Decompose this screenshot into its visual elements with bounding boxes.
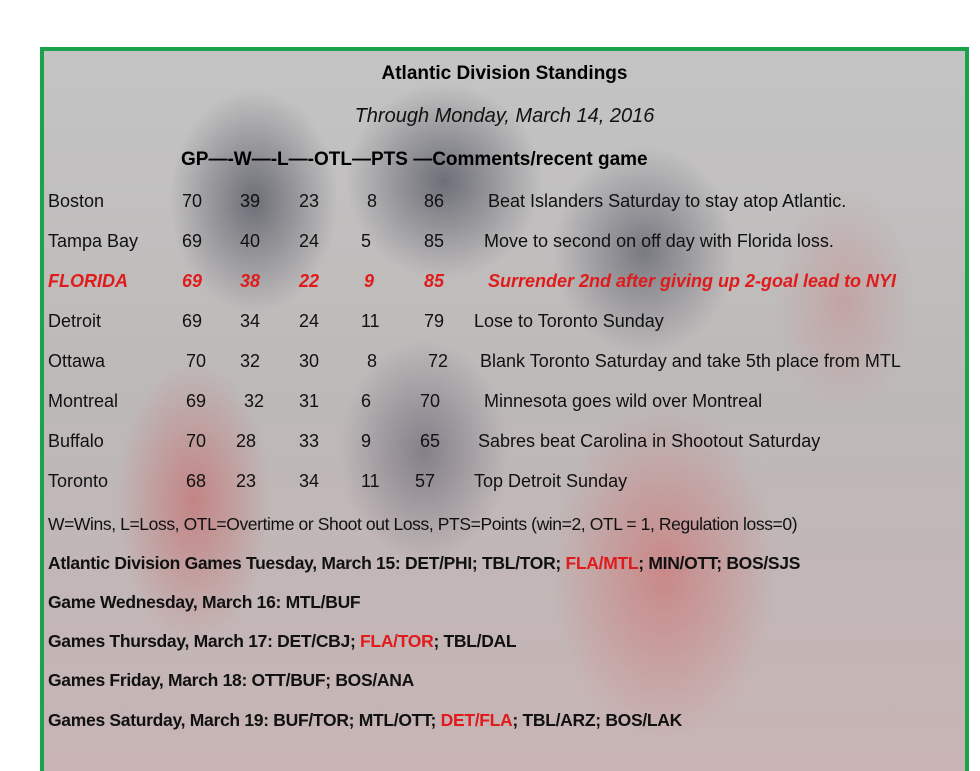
losses: 22 [299,271,320,291]
standings-row-detroit [44,311,965,341]
overtime-losses: 6 [361,391,372,411]
team-name: Toronto [48,471,109,491]
overtime-losses: 9 [364,271,375,291]
team-name: Tampa Bay [48,231,139,251]
team-name: Montreal [48,391,119,411]
wins: 40 [240,231,261,251]
points: 86 [424,191,445,211]
points: 65 [420,431,441,451]
games-played: 69 [182,271,203,291]
page-subtitle: Through Monday, March 14, 2016 [354,105,655,127]
team-name: Detroit [48,311,102,331]
wins: 34 [240,311,261,331]
florida-game: FLA/MTL [565,553,639,573]
schedule-text: Games Saturday, March 19: BUF/TOR; MTL/OTT; [48,710,441,730]
points: 72 [428,351,449,371]
standings-row-florida [44,271,965,301]
losses: 33 [299,431,320,451]
legend-text: W=Wins, L=Loss, OTL=Overtime or Shoot out Loss, PTS=Points (win=2, OTL = 1, Regulation loss=0) [48,514,798,534]
standings-row-ottawa [44,351,965,381]
comment: Top Detroit Sunday [474,471,628,491]
overtime-losses: 8 [367,191,378,211]
points: 79 [424,311,445,331]
overtime-losses: 5 [361,231,372,251]
games-played: 70 [186,351,207,371]
losses: 31 [299,391,320,411]
wins: 39 [240,191,261,211]
overtime-losses: 9 [361,431,372,451]
wins: 28 [236,431,257,451]
comment: Minnesota goes wild over Montreal [484,391,763,411]
florida-game: FLA/TOR [360,631,434,651]
team-name: Buffalo [48,431,104,451]
standings-row-tampa-bay [44,231,965,261]
comment: Sabres beat Carolina in Shootout Saturday [478,431,821,451]
column-header: GP—-W—-L—-OTL—PTS —Comments/recent game [181,149,648,170]
games-played: 70 [182,191,203,211]
team-name: Ottawa [48,351,106,371]
florida-game: DET/FLA [440,710,513,730]
schedule-text: ; TBL/ARZ; BOS/LAK [512,710,682,730]
losses: 23 [299,191,320,211]
points: 85 [424,271,445,291]
overtime-losses: 11 [361,311,380,331]
schedule-thursday [48,631,516,652]
schedule-text: Games Friday, March 18: OTT/BUF; BOS/ANA [48,670,414,690]
games-played: 68 [186,471,207,491]
team-name: Boston [48,191,105,211]
standings-row-buffalo [44,431,965,461]
wins: 38 [240,271,261,291]
games-played: 69 [182,311,203,331]
overtime-losses: 11 [361,471,380,491]
comment: Beat Islanders Saturday to stay atop Atlantic. [488,191,847,211]
wins: 23 [236,471,257,491]
points: 85 [424,231,445,251]
standings-panel [40,47,969,771]
losses: 24 [299,231,320,251]
page-title: Atlantic Division Standings [381,63,628,84]
comment: Blank Toronto Saturday and take 5th place from MTL [480,351,901,371]
losses: 30 [299,351,320,371]
schedule-wednesday [48,592,360,613]
team-name: FLORIDA [48,271,128,291]
games-played: 69 [186,391,207,411]
schedule-text: ; TBL/DAL [433,631,517,651]
comment: Surrender 2nd after giving up 2-goal lead to NYI [488,271,897,291]
wins: 32 [240,351,261,371]
schedule-text: Game Wednesday, March 16: MTL/BUF [48,592,361,612]
standings-row-boston [44,191,965,221]
comment: Lose to Toronto Sunday [474,311,664,331]
wins: 32 [244,391,265,411]
losses: 24 [299,311,320,331]
schedule-tuesday [48,553,800,574]
overtime-losses: 8 [367,351,378,371]
points: 57 [415,471,436,491]
games-played: 70 [186,431,207,451]
schedule-text: Games Thursday, March 17: DET/CBJ; [48,631,361,651]
standings-row-toronto [44,471,965,501]
schedule-text: Atlantic Division Games Tuesday, March 15: DET/PHI; TBL/TOR; [48,553,566,573]
points: 70 [420,391,441,411]
standings-row-montreal [44,391,965,421]
comment: Move to second on off day with Florida loss. [484,231,834,251]
schedule-friday [48,670,414,691]
schedule-saturday [48,710,682,731]
games-played: 69 [182,231,203,251]
schedule-text: ; MIN/OTT; BOS/SJS [638,553,801,573]
losses: 34 [299,471,320,491]
